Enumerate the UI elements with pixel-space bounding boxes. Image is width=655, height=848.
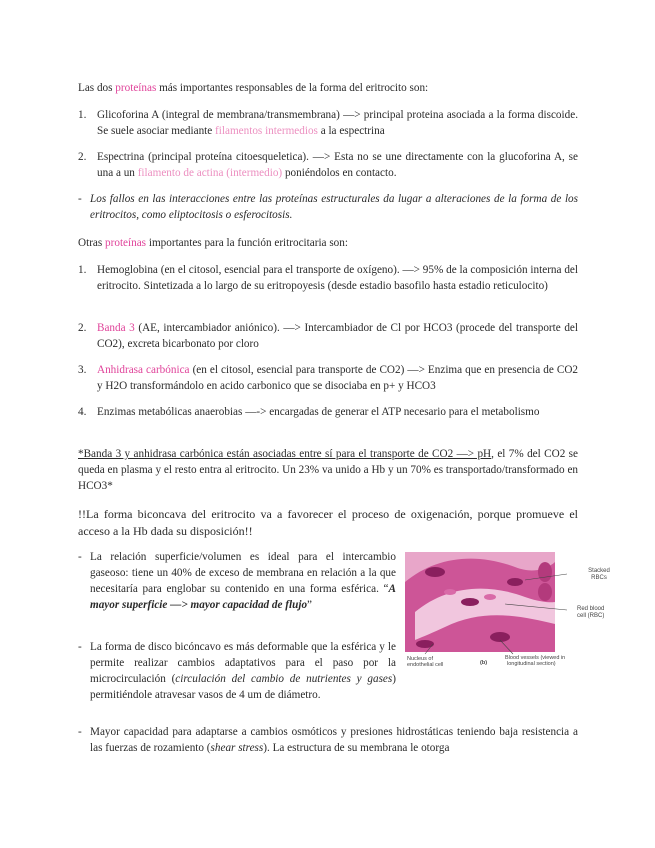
list-item-banda3 xyxy=(78,320,578,352)
bold-italic-text: A mayor superficie —> mayor capacidad de flujo xyxy=(90,583,396,611)
bullet-text: La relación superficie/volumen es ideal para el intercambio gaseoso: tiene un 40% de exceso de membrana en relación a la que necesitaría para englobar su contenido en una forma esférica. “ xyxy=(90,551,396,595)
nucleus-shape xyxy=(425,567,445,577)
dash-bullet: - xyxy=(78,193,82,205)
nucleus-shape xyxy=(490,632,510,642)
note-text: , el 7% del CO2 se queda en plasma y el resto entra al eritrocito. Un 23% va unido a Hb y un 70% es transportado/transformado en HCO3* xyxy=(78,448,578,492)
list-item-espectrina xyxy=(78,149,578,181)
list-item-glicoforina xyxy=(78,107,578,139)
nucleus-shape xyxy=(507,578,523,586)
intro-text-end: más importantes responsables de la forma del eritrocito son: xyxy=(156,82,429,94)
italic-text: shear stress xyxy=(210,742,264,754)
bullet-text: La forma de disco bicóncavo es más deformable que la esférica y le permite realizar cambios adaptativos para el paso por la microcirculación ( xyxy=(90,641,396,685)
italic-text: circulación del cambio de nutrientes y gases xyxy=(175,673,393,685)
note-text: Los fallos en las interacciones entre las proteínas estructurales da lugar a alteraciones de la forma de los eritrocitos, como eliptocitosis o esferocitosis. xyxy=(90,193,578,221)
protein-name: Enzimas metabólicas anaerobias xyxy=(97,406,243,418)
bullet-superficie xyxy=(78,549,396,613)
item-text: —-> encargadas de generar el ATP necesario para el metabolismo xyxy=(242,406,540,418)
nucleus-shape xyxy=(416,640,434,648)
item-text: (en el citosol, esencial para el transporte de oxígeno). —> 95% de la composición interna del eritrocito. Sintetizada a lo largo de su eritropoyesis (desde estadio basofilo hasta estadio reticulocito) xyxy=(97,264,578,292)
dash-bullet: - xyxy=(78,641,82,653)
list-number: 1. xyxy=(78,264,87,276)
proteins-highlight-2: proteínas xyxy=(105,237,147,249)
bullet-text-end: ) permitiéndole atravesar vasos de 4 um de diámetro. xyxy=(90,673,396,701)
protein-name: Anhidrasa carbónica xyxy=(97,364,190,376)
note-banda3 xyxy=(78,446,578,494)
rbc-cell xyxy=(444,589,456,595)
list-item-enzimas xyxy=(78,404,578,420)
item-text: Espectrina (principal proteína citoesqueletica). —> Esta no se une directamente con la glucoforina A, se una a un xyxy=(97,151,578,179)
rbc-stack xyxy=(538,562,552,582)
intro2-text-end: importantes para la función eritrocitaria son: xyxy=(146,237,348,249)
list-number: 4. xyxy=(78,406,87,418)
bullet-text-end: ” xyxy=(307,599,313,611)
list-item-anhidrasa xyxy=(78,362,578,394)
dash-bullet: - xyxy=(78,726,82,738)
protein-name: Hemoglobina xyxy=(97,264,158,276)
list-number: 2. xyxy=(78,151,87,163)
micrograph-image xyxy=(405,552,633,668)
bullet-text: Mayor capacidad para adaptarse a cambios osmóticos y presiones hidrostáticas teniendo baja resistencia a las fuerzas de rozamiento ( xyxy=(90,726,578,754)
protein-name: Banda 3 xyxy=(97,322,135,334)
item-text: Glicoforina A (integral de membrana/transmembrana) —> principal proteina asociada a la forma discoide. Se suele asociar mediante xyxy=(97,109,578,137)
label-red-blood-cell: Red blood cell (RBC) xyxy=(577,606,605,619)
bullet-osmoticos xyxy=(78,724,578,756)
filamento-actina-term: filamento de actina (intermedio) xyxy=(137,167,283,179)
intro-text: Las dos xyxy=(78,82,116,94)
item-text: (AE, intercambiador aniónico). —> Intercambiador de Cl por HCO3 (procede del transporte del CO2), excreta bicarbonato por cloro xyxy=(97,322,578,350)
bullet-disco xyxy=(78,639,396,703)
item-text: (en el citosol, esencial para transporte de CO2) —> Enzima que en presencia de CO2 y H2O transformándolo en acido carbonico que se disociaba en p+ y HCO3 xyxy=(97,364,578,392)
note-alteraciones xyxy=(78,191,578,223)
underlined-text: *Banda 3 y anhidrasa carbónica están asociadas entre sí para el transporte de CO2 —> pH xyxy=(78,448,492,460)
dash-bullet: - xyxy=(78,551,82,563)
filamentos-intermedios-term: filamentos intermedios xyxy=(215,125,318,137)
list-item-hemoglobina xyxy=(78,262,578,294)
nucleus-shape xyxy=(461,598,479,606)
note-forma-biconcava: !!La forma biconcava del eritrocito va a favorecer el proceso de oxigenación, porque promueve el acceso a la Hb dada su disposición!! xyxy=(78,507,578,538)
list-number: 1. xyxy=(78,109,87,121)
label-blood-vessels: Blood vessels (viewed in longitudinal section) xyxy=(505,655,566,667)
intro2-paragraph xyxy=(78,235,578,251)
bullet-text-end: ). La estructura de su membrana le otorga xyxy=(263,742,450,754)
item-text-end: a la espectrina xyxy=(317,125,385,137)
list-number: 3. xyxy=(78,364,87,376)
list-number: 2. xyxy=(78,322,87,334)
proteins-highlight: proteínas xyxy=(115,82,157,94)
item-text-end: poniéndolos en contacto. xyxy=(282,167,397,179)
label-nucleus: Nucleus of endothelial cell xyxy=(407,656,444,668)
intro-paragraph xyxy=(78,80,578,96)
label-panel: (b) xyxy=(480,660,488,666)
rbc-stack xyxy=(538,583,552,601)
histology-figure xyxy=(405,552,633,668)
label-stacked-rbcs: Stacked RBCs xyxy=(588,568,610,581)
rbc-cell xyxy=(484,594,496,600)
intro2-text: Otras xyxy=(78,237,106,249)
